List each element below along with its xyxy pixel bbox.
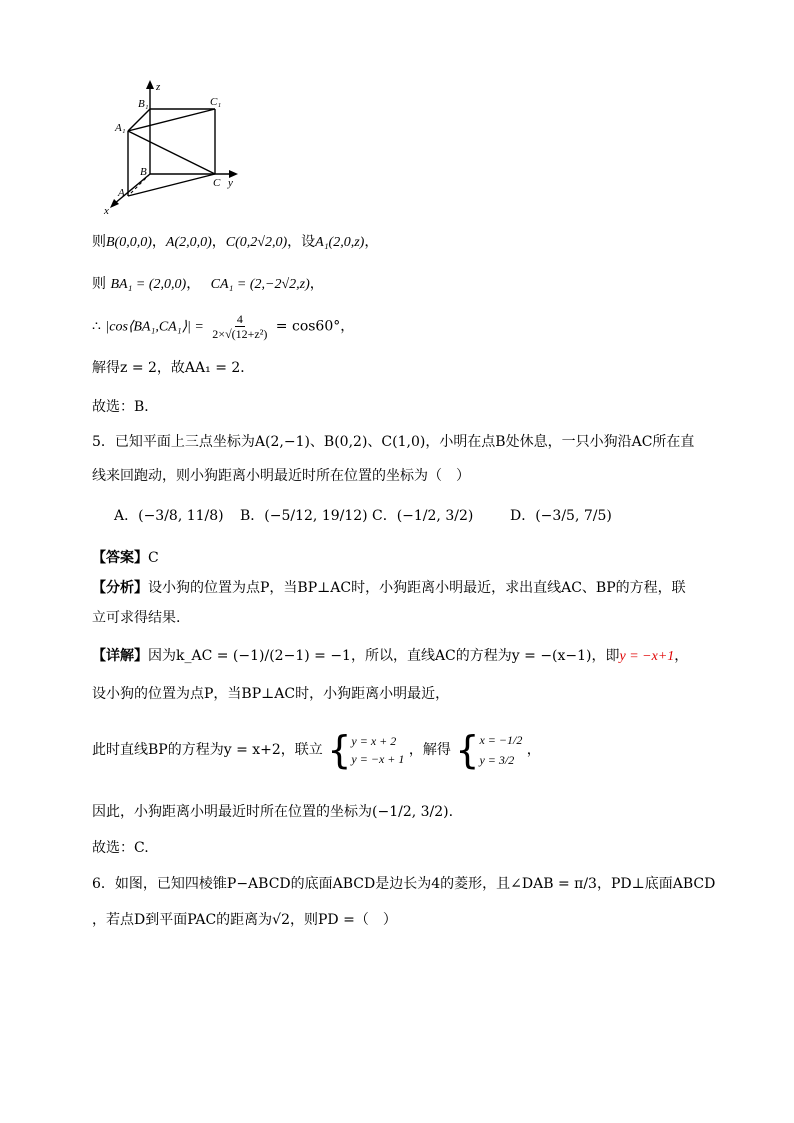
cos-line: ∴ |cos⟨BA₁,CA₁⟩| = $\frac{4}{\text{2×√(12+z²)}}$ = cos60°， xyxy=(92,312,355,341)
option-d: D．(−3/5, 7/5) xyxy=(510,508,612,524)
q6-stem-line1: 6．如图，已知四棱锥P−ABCD的底面ABCD是边长为4的菱形，且∠DAB = π/3，PD⊥底面ABCD xyxy=(92,876,716,892)
vector-line: 则 BA₁ = (2,0,0)， CA₁ = (2,−2√2,z)， xyxy=(92,276,324,292)
detail-line1: 【详解】因为k_AC = (−1)/(2−1) = −1，所以，直线AC的方程为y = −(x−1)，即y = −x+1， xyxy=(92,648,689,664)
final-answer-line: 故选：C. xyxy=(92,840,149,856)
analysis-line1: 【分析】设小狗的位置为点P，当BP⊥AC时，小狗距离小明最近，求出直线AC、BP的方程，联 xyxy=(92,580,686,596)
prism-figure xyxy=(100,78,250,218)
label-C1: C₁ xyxy=(210,96,222,108)
label-B1: B₁ xyxy=(138,98,149,110)
q5-options xyxy=(92,506,712,530)
analysis-line2: 立可求得结果. xyxy=(92,610,181,626)
detail-line4: 因此，小狗距离小明最近时所在位置的坐标为(−1/2, 3/2). xyxy=(92,804,454,820)
q5-stem-line1: 5．已知平面上三点坐标为A(2,−1)、B(0,2)、C(1,0)，小明在点B处休息，一只小狗沿AC所在直 xyxy=(92,434,695,450)
label-C: C xyxy=(213,177,221,189)
detail-line3: 此时直线BP的方程为y = x+2，联立 { y = x + 2 y = −x + 1 ，解得 { x = −1/2 y = 3/2 ， xyxy=(92,728,541,772)
label-z: z xyxy=(156,81,161,93)
option-b: B．(−5/12, 19/12) xyxy=(240,508,368,524)
answer-line: 【答案】C xyxy=(92,550,159,566)
label-x: x xyxy=(104,205,109,217)
z-arrow xyxy=(146,80,154,89)
label-B: B xyxy=(140,166,147,178)
cos-fraction: $\frac{4}{\text{2×√(12+z²)}}$ xyxy=(212,312,268,341)
solve-line: 解得z = 2，故AA₁ = 2． xyxy=(92,360,255,376)
label-y: y xyxy=(228,177,233,189)
option-c: C．(−1/2, 3/2) xyxy=(372,508,474,524)
answer-b-line: 故选：B． xyxy=(92,399,159,415)
q5-stem-line2: 线来回跑动，则小狗距离小明最近时所在位置的坐标为（ ） xyxy=(92,468,470,484)
solution-system: x = −1/2 y = 3/2 xyxy=(479,733,523,767)
label-A: A xyxy=(118,187,125,199)
q6-stem-line2: ，若点D到平面PAC的距离为√2，则PD =（ ） xyxy=(92,912,397,928)
label-A1: A₁ xyxy=(115,122,126,134)
option-a: A．(−3/8, 11/8) xyxy=(114,508,224,524)
detail-line2: 设小狗的位置为点P，当BP⊥AC时，小狗距离小明最近， xyxy=(92,686,450,702)
equation-system: y = x + 2 y = −x + 1 xyxy=(351,734,405,766)
coords-line: 则B(0,0,0)，A(2,0,0)，C(0,2√2,0)，设A₁(2,0,z)， xyxy=(92,234,379,250)
